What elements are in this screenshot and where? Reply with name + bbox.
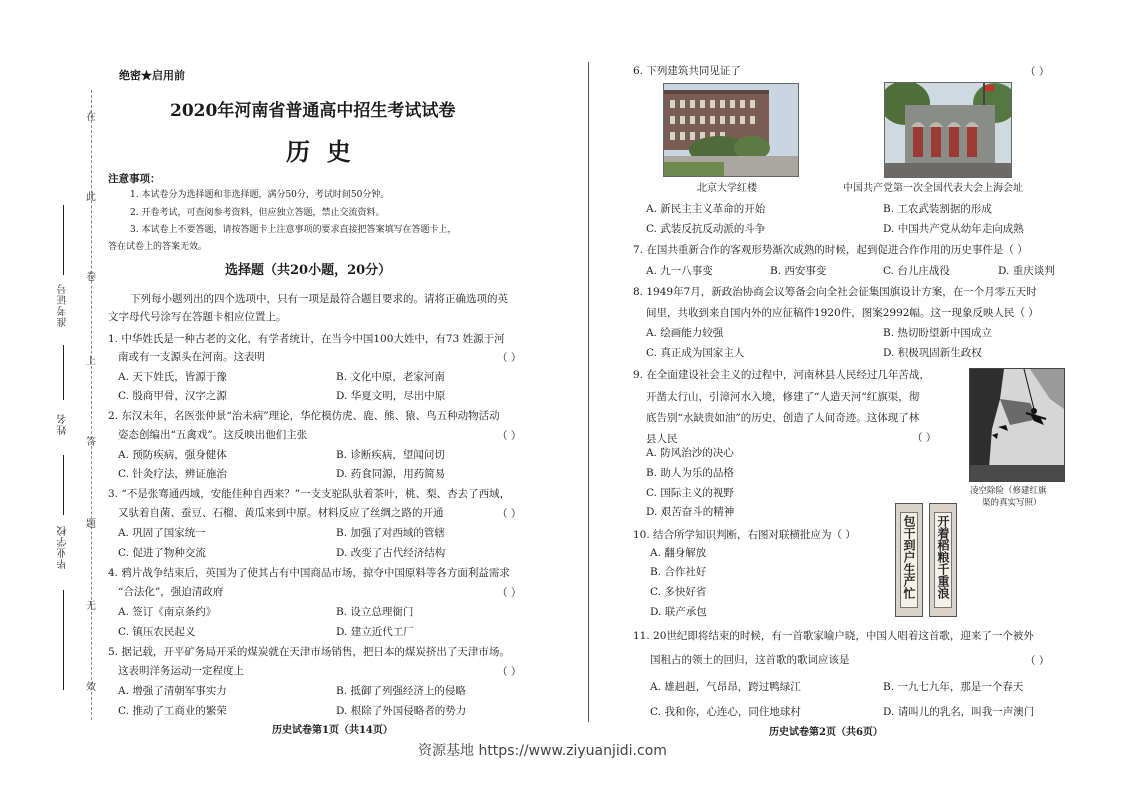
option: D. 建立近代工厂 bbox=[336, 626, 414, 638]
watermark-text: 资源基地 https://www.ziyuanjidi.com bbox=[418, 743, 667, 759]
note-line: 1. 本试卷分为选择题和非选择题，满分50分，考试时间50分钟。 bbox=[130, 190, 390, 200]
photo-caption: 中国共产党第一次全国代表大会上海会址 bbox=[843, 183, 1023, 194]
photo-red-flag-canal-worker bbox=[969, 368, 1065, 482]
section-title: 选择题（共20小题，20分） bbox=[225, 263, 392, 278]
option: D. 重庆谈判 bbox=[998, 265, 1055, 277]
page-divider bbox=[588, 62, 589, 722]
subject-title: 历 史 bbox=[286, 137, 351, 166]
binding-char: 在 bbox=[86, 112, 96, 123]
option: D. 联产承包 bbox=[650, 606, 707, 618]
question-stem: 国租占的领土的回归，这首歌的歌词应该是 bbox=[650, 654, 850, 666]
question-stem: 10. 结合所学知识判断，右图对联横批应为（ ） bbox=[633, 529, 856, 541]
binding-char: 答 bbox=[86, 437, 96, 448]
option: C. 镇压农民起义 bbox=[118, 626, 196, 638]
answer-paren: （ ） bbox=[1025, 655, 1050, 667]
option: A. 绘画能力较强 bbox=[646, 327, 724, 339]
option: D. 华夏文明，尽出中原 bbox=[336, 390, 446, 402]
question-stem: 3. “不是张骞通西域，安能佳种自西来？”一支支驼队驮着茶叶，桃、梨、杏去了西域， bbox=[108, 488, 511, 500]
intro-line: 文字母代号涂写在答题卡相应位置上。 bbox=[108, 311, 287, 323]
option: D. 积极巩固新生政权 bbox=[883, 347, 982, 359]
exam-title: 2020年河南省普通高中招生考试试卷 bbox=[170, 101, 456, 121]
option: C. 我和你，心连心，同住地球村 bbox=[650, 706, 801, 718]
option: B. 一九七九年，那是一个春天 bbox=[883, 681, 1024, 693]
option: C. 武装反抗反动派的斗争 bbox=[646, 223, 766, 235]
option: A. 巩固了国家统一 bbox=[118, 527, 206, 539]
binding-char: 上 bbox=[86, 356, 96, 367]
question-stem: 5. 据记载，开平矿务局开采的煤炭就在天津市场销售，把日本的煤炭挤出了天津市场。 bbox=[108, 646, 510, 658]
candidate-number-label: 准考证号 bbox=[58, 283, 69, 327]
option: A. 防风治沙的决心 bbox=[646, 447, 734, 459]
photo-caption: 北京大学红楼 bbox=[697, 183, 757, 194]
binding-char: 效 bbox=[86, 682, 96, 693]
school-line bbox=[63, 590, 64, 690]
page1-footer: 历史试卷第1页（共14页） bbox=[272, 725, 393, 736]
option: B. 西安事变 bbox=[770, 265, 827, 277]
option: C. 多快好省 bbox=[650, 586, 707, 598]
couplet-right-text: 开着稻粮千重浪 bbox=[936, 515, 950, 599]
option: C. 国际主义的视野 bbox=[646, 487, 734, 499]
question-stem: 间里，共收到来自国内外的应征稿件1920件，图案2992幅。这一现象反映人民（ ） bbox=[646, 307, 1039, 319]
option: D. 改变了古代经济结构 bbox=[336, 547, 446, 559]
option: C. 促进了物种交流 bbox=[118, 547, 206, 559]
option: A. 增强了清朝军事实力 bbox=[118, 685, 227, 697]
option: A. 新民主主义革命的开始 bbox=[646, 203, 766, 215]
binding-char: 题 bbox=[86, 519, 96, 530]
question-stem: 这表明洋务运动一定程度上 bbox=[118, 665, 244, 677]
option: B. 抵御了列强经济上的侵略 bbox=[336, 685, 466, 697]
option: C. 针灸疗法，辨证施治 bbox=[118, 468, 227, 480]
option: A. 雄赳赳，气昂昂，跨过鸭绿江 bbox=[650, 681, 801, 693]
option: A. 预防疾病，强身健体 bbox=[118, 449, 227, 461]
option: A. 翻身解放 bbox=[650, 547, 707, 559]
option: D. 根除了外国侵略者的势力 bbox=[336, 705, 467, 717]
option: C. 台儿庄战役 bbox=[883, 265, 950, 277]
option: B. 诊断疾病，望闻问切 bbox=[336, 449, 445, 461]
option: B. 热切盼望新中国成立 bbox=[883, 327, 992, 339]
answer-paren: （ ） bbox=[1025, 66, 1050, 78]
answer-paren: （ ） bbox=[497, 666, 522, 678]
option: B. 合作社好 bbox=[650, 566, 707, 578]
answer-paren: （ ） bbox=[912, 432, 937, 444]
option: A. 九一八事变 bbox=[646, 265, 713, 277]
question-stem: 底告别“水缺贵如油”的历史，创造了人间奇迹。这体现了林 bbox=[646, 412, 920, 424]
couplet-left-text: 包干到户生产忙 bbox=[902, 515, 916, 599]
page2-footer: 历史试卷第2页（共6页） bbox=[769, 727, 883, 738]
question-stem: 姿态创编出“五禽戏”。这反映出他们主张 bbox=[118, 429, 308, 441]
name-line bbox=[63, 455, 64, 515]
option: B. 设立总理衙门 bbox=[336, 606, 414, 618]
answer-paren: （ ） bbox=[497, 587, 522, 599]
option: C. 真正成为国家主人 bbox=[646, 347, 745, 359]
question-stem: 11. 20世纪即将结束的时候，有一首歌家喻户晓，中国人唱着这首歌，迎来了一个被外 bbox=[633, 630, 1034, 642]
option: B. 文化中原，老家河南 bbox=[336, 371, 445, 383]
answer-paren: （ ） bbox=[497, 352, 522, 364]
couplet-right-scroll bbox=[929, 503, 957, 617]
option: A. 天下姓氏，皆源于豫 bbox=[118, 371, 227, 383]
option: D. 中国共产党从幼年走向成熟 bbox=[883, 223, 1024, 235]
photo-peking-university-red-building bbox=[663, 83, 799, 177]
binding-dashed-line bbox=[91, 90, 93, 720]
option: D. 药食同源，用药简易 bbox=[336, 468, 446, 480]
option: D. 请叫儿的乳名，叫我一声澳门 bbox=[883, 706, 1035, 718]
notes-title: 注意事项： bbox=[108, 173, 161, 185]
option: C. 殷商甲骨，汉字之源 bbox=[118, 390, 227, 402]
question-stem: 8. 1949年7月，新政治协商会议筹备会向全社会征集国旗设计方案，在一个月零五天时 bbox=[633, 286, 1037, 298]
photo-first-congress-site bbox=[884, 82, 1012, 178]
photo-caption: 凌空除险（修建红旗 bbox=[970, 486, 1047, 496]
question-stem: 4. 鸦片战争结束后，英国为了使其占有中国商品市场，掠夺中国原料等各方面利益需求 bbox=[108, 567, 510, 579]
candidate-number-line bbox=[63, 205, 64, 275]
question-stem: 1. 中华姓氏是一种古老的文化，有学者统计，在当今中国100大姓中，有73 姓源于河 bbox=[108, 333, 505, 345]
binding-char: 无 bbox=[86, 601, 96, 612]
binding-char: 此 bbox=[86, 192, 96, 203]
option: A. 签订《南京条约》 bbox=[118, 606, 217, 618]
answer-paren: （ ） bbox=[497, 508, 522, 520]
question-stem: 南或有一支源头在河南。这表明 bbox=[118, 351, 265, 363]
question-stem: 开凿太行山，引漳河水入境，修建了“人造天河”红旗渠，彻 bbox=[646, 391, 920, 403]
question-stem: “合法化”，强迫清政府 bbox=[118, 586, 224, 598]
option: B. 工农武装割据的形成 bbox=[883, 203, 992, 215]
question-stem: 9. 在全面建设社会主义的过程中，河南林县人民经过几年苦战， bbox=[633, 369, 930, 381]
question-stem: 县人民 bbox=[646, 433, 678, 445]
option: B. 加强了对西域的管辖 bbox=[336, 527, 445, 539]
intro-line: 下列每小题列出的四个选项中，只有一项是最符合题目要求的。请将正确选项的英 bbox=[130, 293, 508, 305]
option: B. 助人为乐的品格 bbox=[646, 467, 734, 479]
note-line: 3. 本试卷上不要答题，请按答题卡上注意事项的要求直接把答案填写在答题卡上， bbox=[130, 225, 457, 235]
couplet-left-scroll bbox=[895, 503, 923, 617]
photo-caption: 渠的真实写照） bbox=[982, 498, 1042, 508]
option: D. 艰苦奋斗的精神 bbox=[646, 506, 735, 518]
question-stem: 6. 下列建筑共同见证了 bbox=[633, 65, 741, 77]
question-stem: 2. 东汉末年，名医张仲景“治未病”理论，华佗模仿虎、鹿、熊、猿、鸟五种动物活动 bbox=[108, 410, 500, 422]
binding-char: 卷 bbox=[86, 272, 96, 283]
name-label: 姓名 bbox=[58, 413, 69, 435]
answer-paren: （ ） bbox=[497, 430, 522, 442]
question-stem: 又驮着自菌、蚕豆、石榴、黄瓜来到中原。材料反应了丝绸之路的开通 bbox=[118, 507, 444, 519]
candidate-number-line-2 bbox=[63, 345, 64, 400]
note-line: 2. 开卷考试，可查阅参考资料，但应独立答题，禁止交流资料。 bbox=[130, 208, 385, 218]
confidential-mark: 绝密★启用前 bbox=[119, 69, 185, 82]
note-line: 答在试卷上的答案无效。 bbox=[108, 242, 208, 252]
school-label: 毕业学校 bbox=[58, 525, 69, 569]
option: C. 推动了工商业的繁荣 bbox=[118, 705, 227, 717]
question-stem: 7. 在国共重新合作的客观形势渐次成熟的时候，起到促进合作作用的历史事件是（ ） bbox=[633, 244, 1028, 256]
